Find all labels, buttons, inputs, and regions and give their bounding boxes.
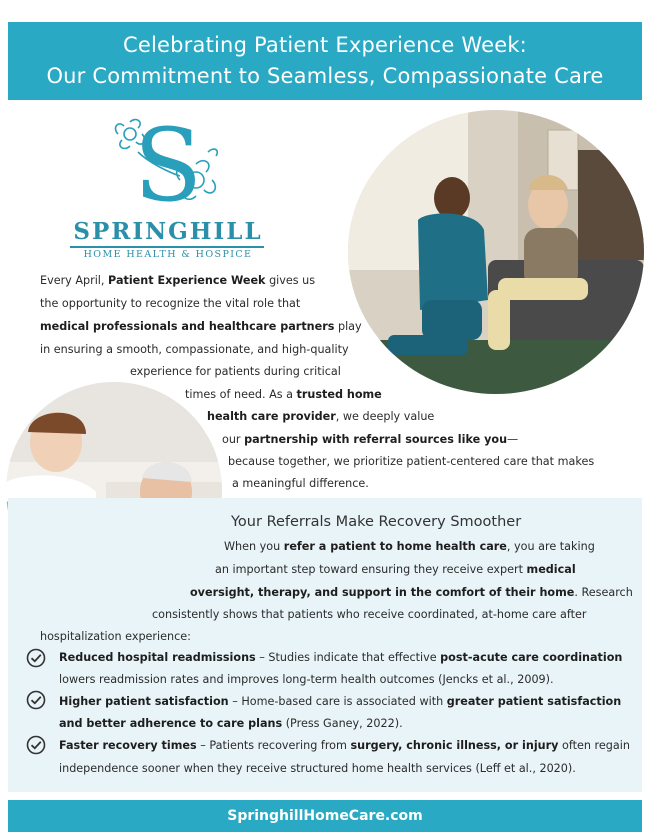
benefit-1-title: Reduced hospital readmissions (59, 651, 256, 664)
referrals-heading: Your Referrals Make Recovery Smoother (231, 514, 522, 530)
referrals-line-4: consistently shows that patients who receive coordinated, at-home care after (152, 608, 587, 621)
page-title-line-2: Our Commitment to Seamless, Compassionate Care (46, 64, 604, 88)
benefit-2-line-2: and better adherence to care plans (Press Ganey, 2022). (59, 717, 403, 730)
check-circle-icon (26, 648, 46, 668)
page-title-line-1: Celebrating Patient Experience Week: (123, 33, 527, 57)
benefit-1-line-2: lowers readmission rates and improves long-term health outcomes (Jencks et al., 2009). (59, 673, 554, 686)
caregiver-illustration (348, 110, 644, 394)
intro-line-1: Every April, Patient Experience Week gives us (40, 274, 316, 287)
check-circle-icon (26, 735, 46, 755)
benefit-3-line-2: independence sooner when they receive structured home health services (Leff et al., 2020). (59, 762, 576, 775)
benefit-3-title: Faster recovery times (59, 739, 197, 752)
caregiver-photo (348, 110, 644, 394)
referrals-line-1: When you refer a patient to home health care, you are taking (224, 540, 595, 553)
intro-line-6: times of need. As a trusted home (185, 388, 382, 401)
flower-monogram-icon (108, 112, 228, 212)
intro-emphasis-week: Patient Experience Week (108, 274, 266, 287)
header-banner (8, 22, 642, 100)
footer-website-link[interactable]: SpringhillHomeCare.com (8, 800, 642, 832)
logo-name: SPRINGHILL (73, 218, 263, 245)
benefit-2-title: Higher patient satisfaction (59, 695, 229, 708)
logo-divider (70, 246, 264, 248)
referrals-line-2: an important step toward ensuring they receive expert medical (215, 563, 576, 576)
intro-line-7: health care provider, we deeply value (207, 410, 435, 423)
intro-line-5: experience for patients during critical (130, 365, 341, 378)
referrals-line-3: oversight, therapy, and support in the comfort of their home. Research (190, 586, 633, 599)
intro-line-3: medical professionals and healthcare partners play (40, 320, 362, 333)
benefit-2-line-1: Higher patient satisfaction – Home-based care is associated with greater patient satisfaction (59, 695, 622, 708)
intro-line-8: our partnership with referral sources like you— (222, 433, 519, 446)
logo-tagline: HOME HEALTH & HOSPICE (83, 249, 253, 260)
springhill-logo (68, 112, 268, 262)
benefit-3-line-1: Faster recovery times – Patients recovering from surgery, chronic illness, or injury often regain (59, 739, 630, 752)
intro-line-9: because together, we prioritize patient-centered care that makes (228, 455, 595, 468)
logo-monogram: S (133, 112, 203, 212)
check-circle-icon (26, 690, 46, 710)
intro-line-4: in ensuring a smooth, compassionate, and high-quality (40, 343, 349, 356)
referrals-line-5: hospitalization experience: (40, 630, 191, 643)
intro-line-10: a meaningful difference. (232, 477, 369, 490)
benefit-1-line-1: Reduced hospital readmissions – Studies indicate that effective post-acute care coordination (59, 651, 623, 664)
intro-line-2: the opportunity to recognize the vital role that (40, 297, 301, 310)
